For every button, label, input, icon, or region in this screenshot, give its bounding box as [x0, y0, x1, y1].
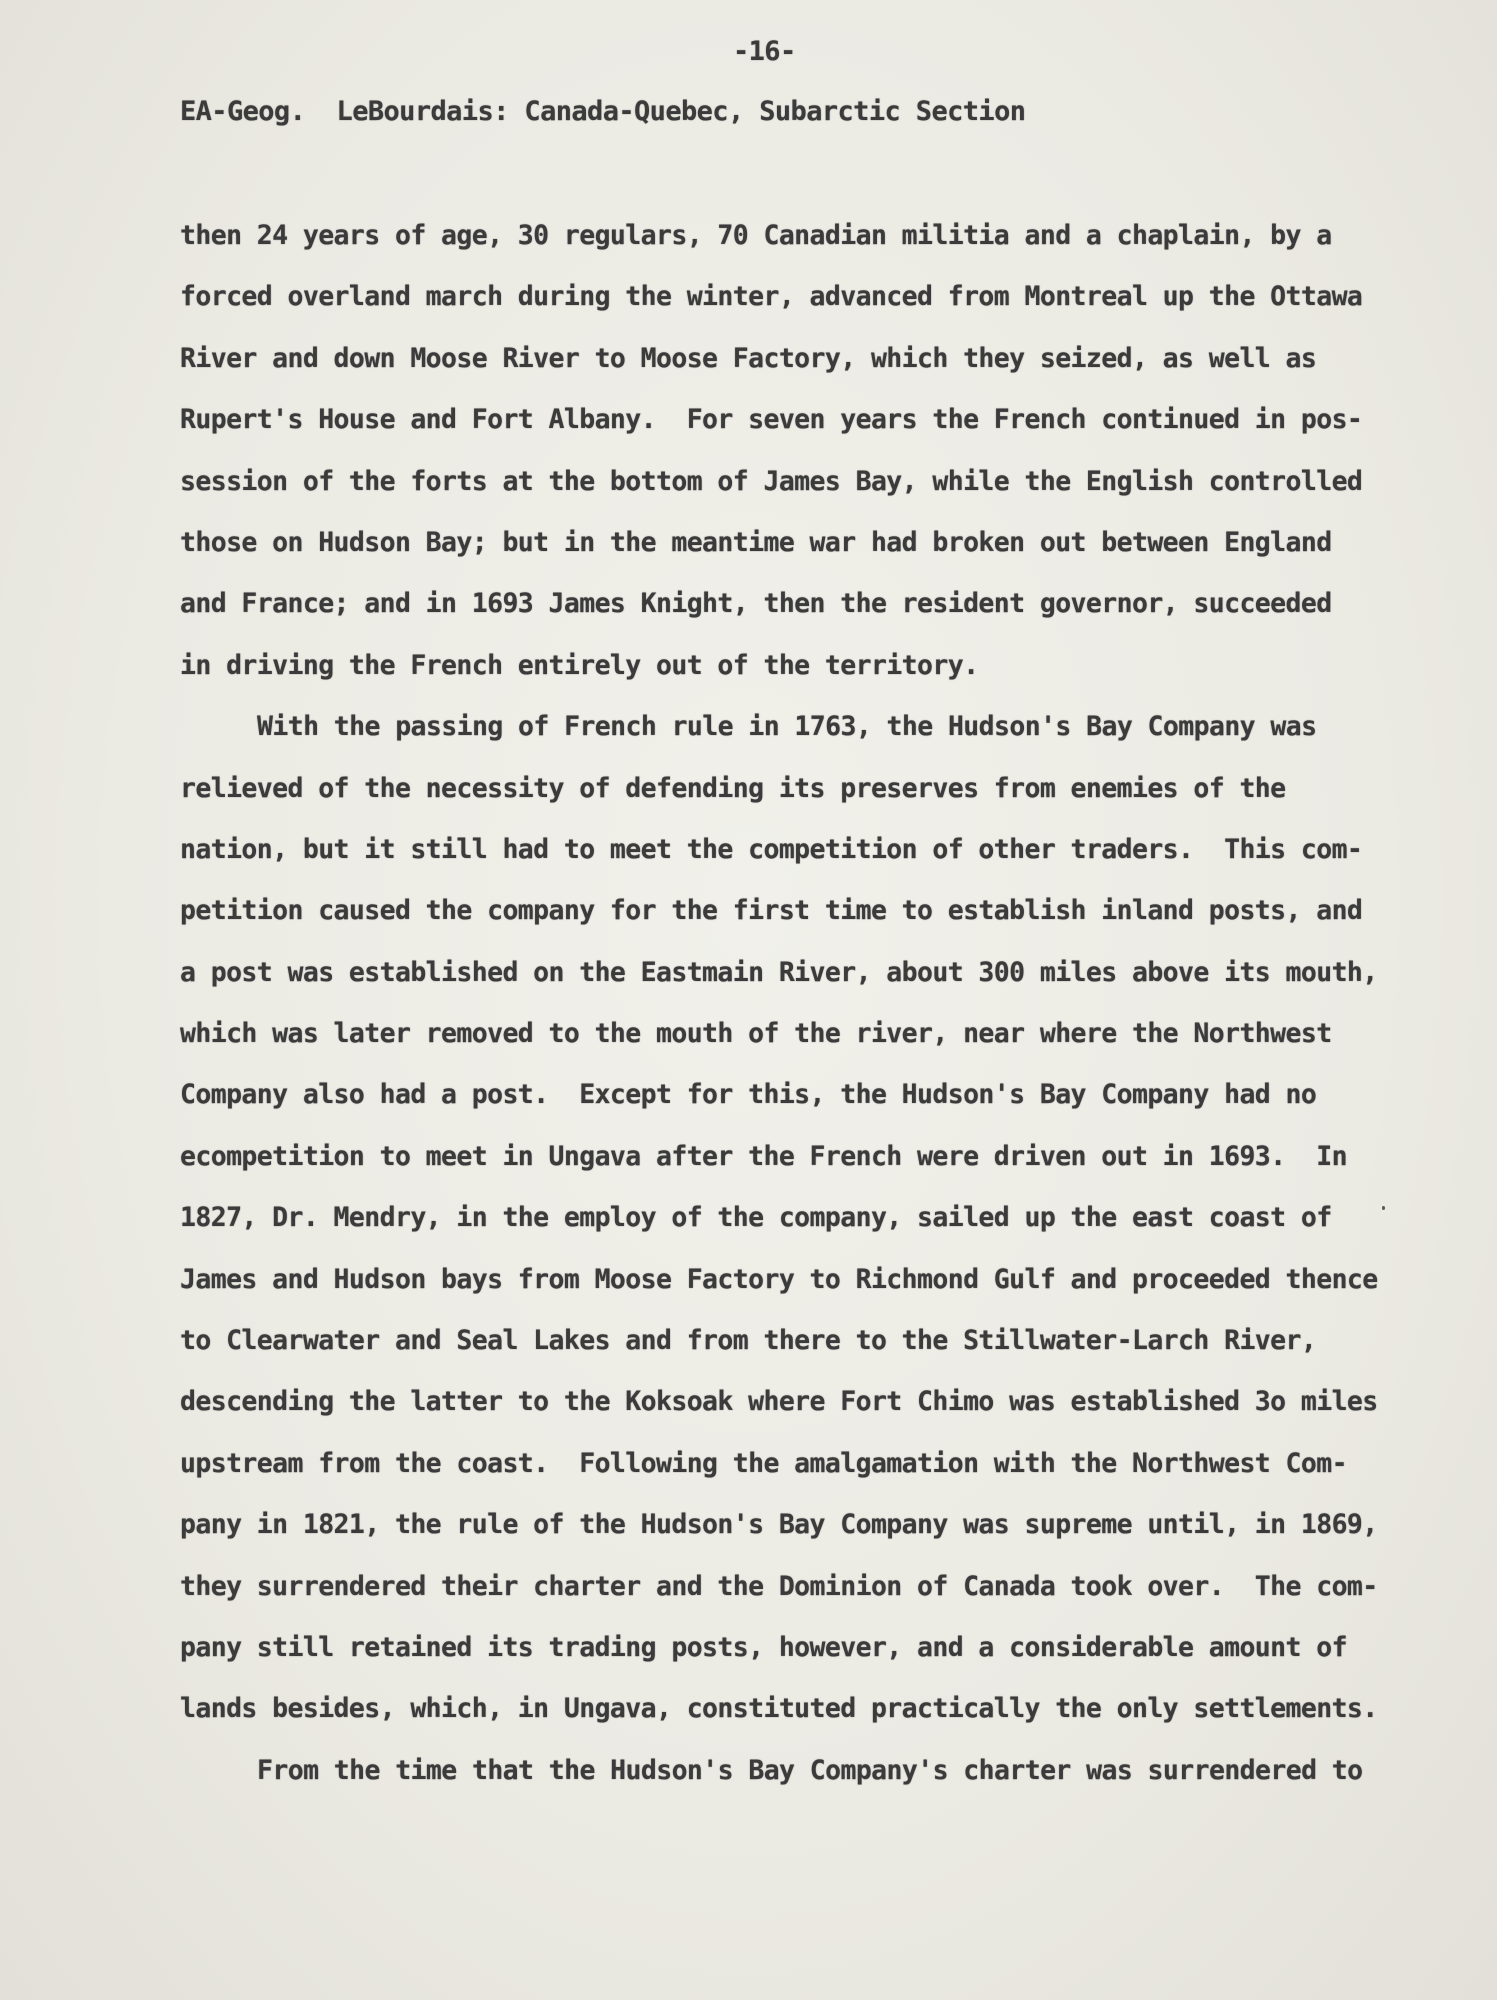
paragraph-start-line: With the passing of French rule in 1763, the Hudson's Bay Company was — [257, 711, 1317, 743]
body-text — [180, 218, 1390, 1814]
running-header: EA-Geog. LeBourdais: Canada-Quebec, Subarctic Section — [180, 96, 1026, 127]
page-number: -16- — [733, 36, 796, 67]
text-line: then 24 years of age, 30 regulars, 70 Canadian militia and a chaplain, by a — [180, 220, 1332, 251]
text-line: pany in 1821, the rule of the Hudson's Bay Company was supreme until, in 1869, — [180, 1509, 1378, 1541]
text-line: Rupert's House and Fort Albany. For seven years the French continued in pos- — [180, 404, 1363, 436]
text-line: forced overland march during the winter, advanced from Montreal up the Ottawa — [180, 281, 1363, 313]
text-line: they surrendered their charter and the Dominion of Canada took over. The com- — [180, 1570, 1378, 1602]
text-line: in driving the French entirely out of the territory. — [180, 649, 979, 681]
text-line: a post was established on the Eastmain River, about 300 miles above its mouth, — [180, 956, 1378, 988]
text-line: Company also had a post. Except for this, the Hudson's Bay Company had no — [180, 1079, 1317, 1111]
text-line: descending the latter to the Koksoak where Fort Chimo was established 3o miles — [180, 1386, 1378, 1418]
text-line: nation, but it still had to meet the competition of other traders. This com- — [180, 833, 1363, 865]
text-line: James and Hudson bays from Moose Factory to Richmond Gulf and proceeded thence — [180, 1263, 1378, 1295]
text-line: those on Hudson Bay; but in the meantime war had broken out between England — [180, 526, 1332, 558]
text-line: relieved of the necessity of defending its preserves from enemies of the — [180, 772, 1286, 804]
text-line: ecompetition to meet in Ungava after the French were driven out in 1693. In — [180, 1140, 1347, 1172]
text-line: petition caused the company for the first time to establish inland posts, and — [180, 895, 1363, 927]
text-line: session of the forts at the bottom of James Bay, while the English controlled — [180, 465, 1363, 497]
paper-speck — [1382, 1206, 1385, 1210]
paragraph-start-line: From the time that the Hudson's Bay Company's charter was surrendered to — [257, 1754, 1363, 1786]
text-line: lands besides, which, in Ungava, constituted practically the only settlements. — [180, 1693, 1378, 1725]
text-line: upstream from the coast. Following the amalgamation with the Northwest Com- — [180, 1447, 1347, 1479]
text-line: pany still retained its trading posts, however, and a considerable amount of — [180, 1631, 1347, 1663]
text-line: and France; and in 1693 James Knight, then the resident governor, succeeded — [180, 588, 1332, 620]
text-line: 1827, Dr. Mendry, in the employ of the company, sailed up the east coast of — [180, 1202, 1332, 1234]
text-line: River and down Moose River to Moose Factory, which they seized, as well as — [180, 342, 1317, 374]
text-line: to Clearwater and Seal Lakes and from there to the Stillwater-Larch River, — [180, 1325, 1317, 1357]
text-line: which was later removed to the mouth of the river, near where the Northwest — [180, 1018, 1332, 1050]
